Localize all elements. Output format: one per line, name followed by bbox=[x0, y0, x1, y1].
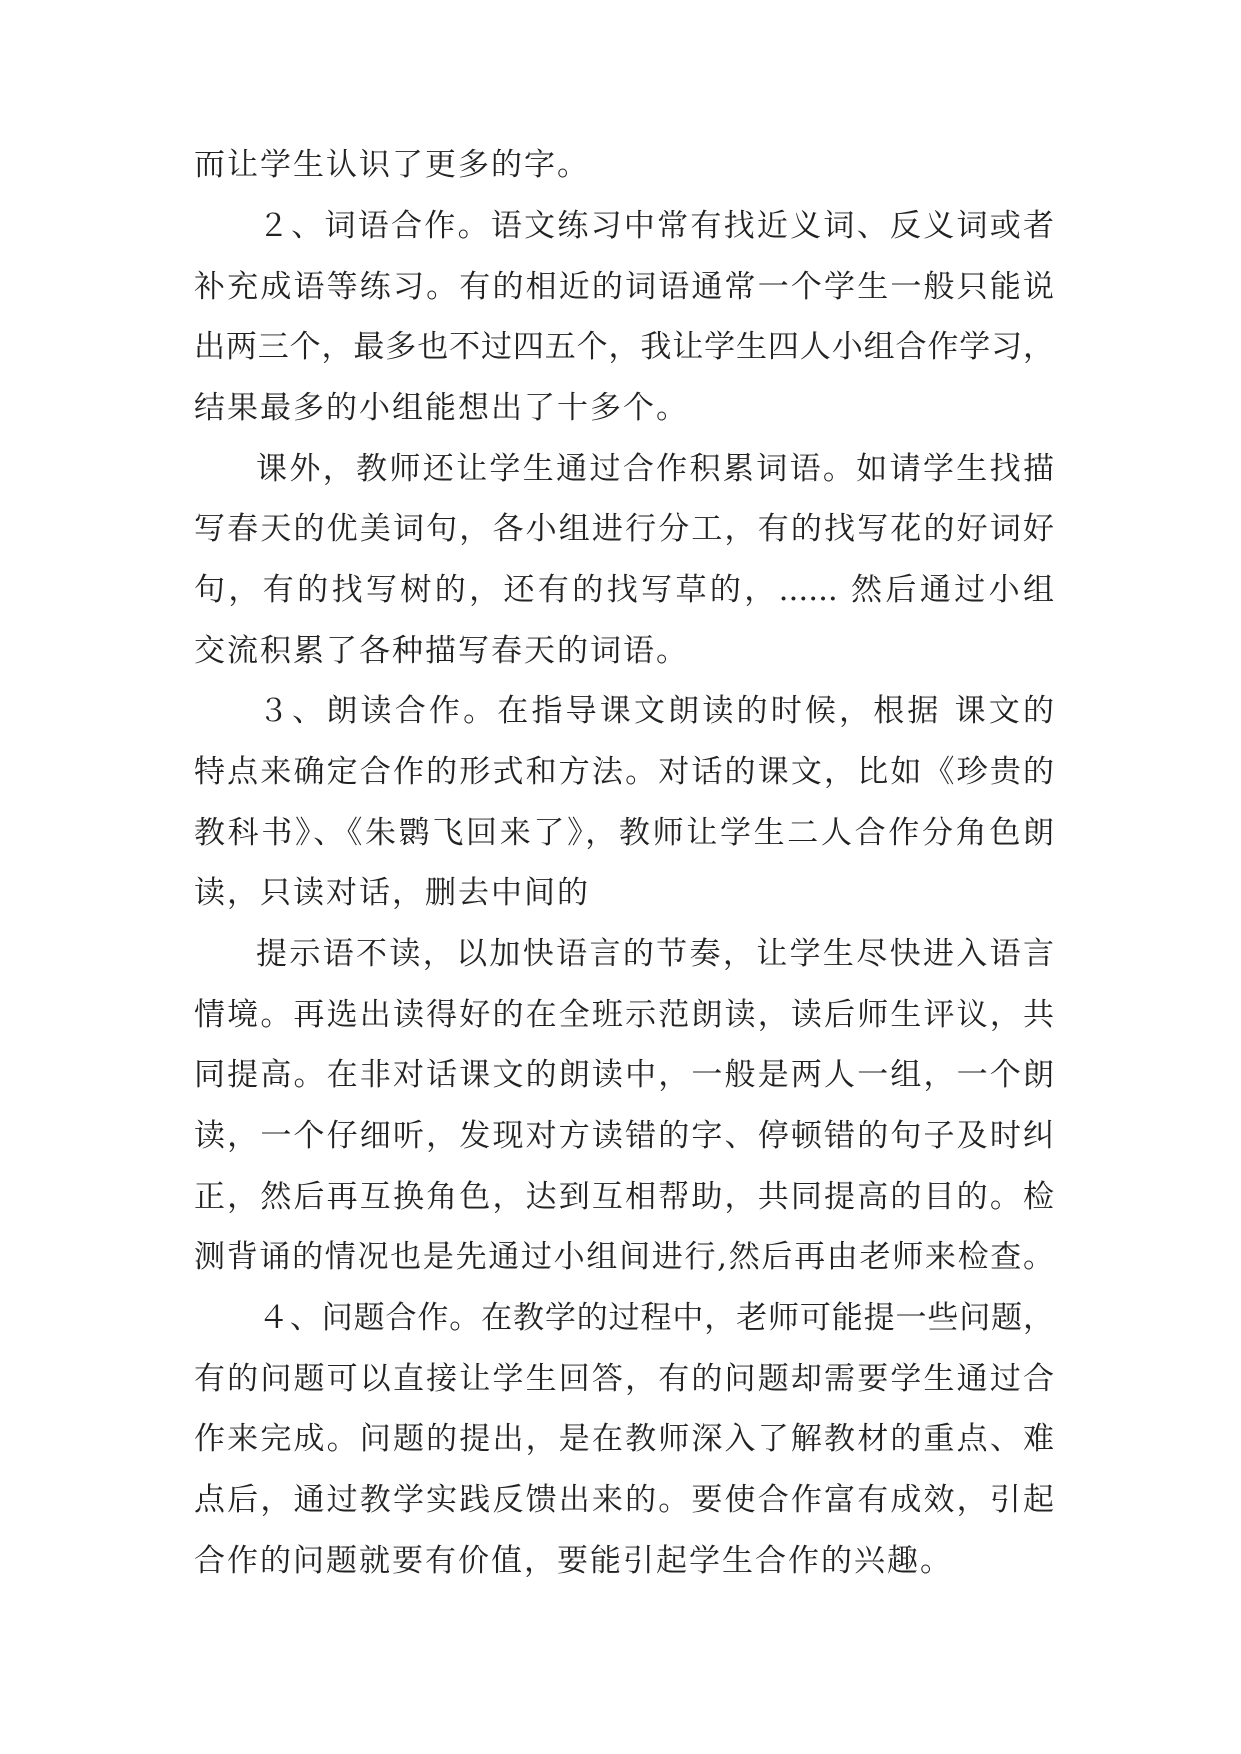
text-line: 作来完成。问题的提出，是在教师深入了解教材的重点、难 bbox=[194, 1421, 1054, 1457]
text-line: 句，有的找写树的，还有的找写草的，...... 然后通过小组 bbox=[194, 572, 1054, 608]
text-line: 同提高。在非对话课文的朗读中，一般是两人一组，一个朗 bbox=[194, 1057, 1054, 1093]
text-line: ４、问题合作。在教学的过程中，老师可能提一些问题， bbox=[258, 1300, 1054, 1336]
text-line: 而让学生认识了更多的字。 bbox=[194, 147, 590, 183]
text-line: 读，只读对话，删去中间的 bbox=[194, 875, 590, 911]
text-line: ３、朗读合作。在指导课文朗读的时候，根据 课文的 bbox=[258, 693, 1054, 729]
text-line: 读，一个仔细听，发现对方读错的字、停顿错的句子及时纠 bbox=[194, 1118, 1054, 1154]
text-line: 点后，通过教学实践反馈出来的。要使合作富有成效，引起 bbox=[194, 1482, 1054, 1518]
text-line: 正，然后再互换角色，达到互相帮助，共同提高的目的。检 bbox=[194, 1179, 1054, 1215]
text-line: 情境。再选出读得好的在全班示范朗读，读后师生评议，共 bbox=[194, 997, 1054, 1033]
text-line: 补充成语等练习。有的相近的词语通常一个学生一般只能说 bbox=[194, 269, 1054, 305]
text-line: 提示语不读，以加快语言的节奏，让学生尽快进入语言 bbox=[256, 936, 1054, 972]
text-line: 课外，教师还让学生通过合作积累词语。如请学生找描 bbox=[256, 451, 1054, 487]
text-line: ２、词语合作。语文练习中常有找近义词、反义词或者 bbox=[258, 208, 1054, 244]
text-line: 合作的问题就要有价值，要能引起学生合作的兴趣。 bbox=[194, 1543, 953, 1579]
text-line: 测背诵的情况也是先通过小组间进行,然后再由老师来检查。 bbox=[194, 1239, 1054, 1275]
text-line: 写春天的优美词句，各小组进行分工，有的找写花的好词好 bbox=[194, 511, 1054, 547]
text-line: 特点来确定合作的形式和方法。对话的课文，比如《珍贵的 bbox=[194, 754, 1054, 790]
text-line: 教科书》、《朱鹮飞回来了》，教师让学生二人合作分角色朗 bbox=[194, 815, 1054, 851]
text-line: 有的问题可以直接让学生回答，有的问题却需要学生通过合 bbox=[194, 1361, 1054, 1397]
text-line: 出两三个，最多也不过四五个，我让学生四人小组合作学习， bbox=[194, 329, 1054, 365]
text-line: 交流积累了各种描写春天的词语。 bbox=[194, 633, 689, 669]
text-line: 结果最多的小组能想出了十多个。 bbox=[194, 390, 689, 426]
